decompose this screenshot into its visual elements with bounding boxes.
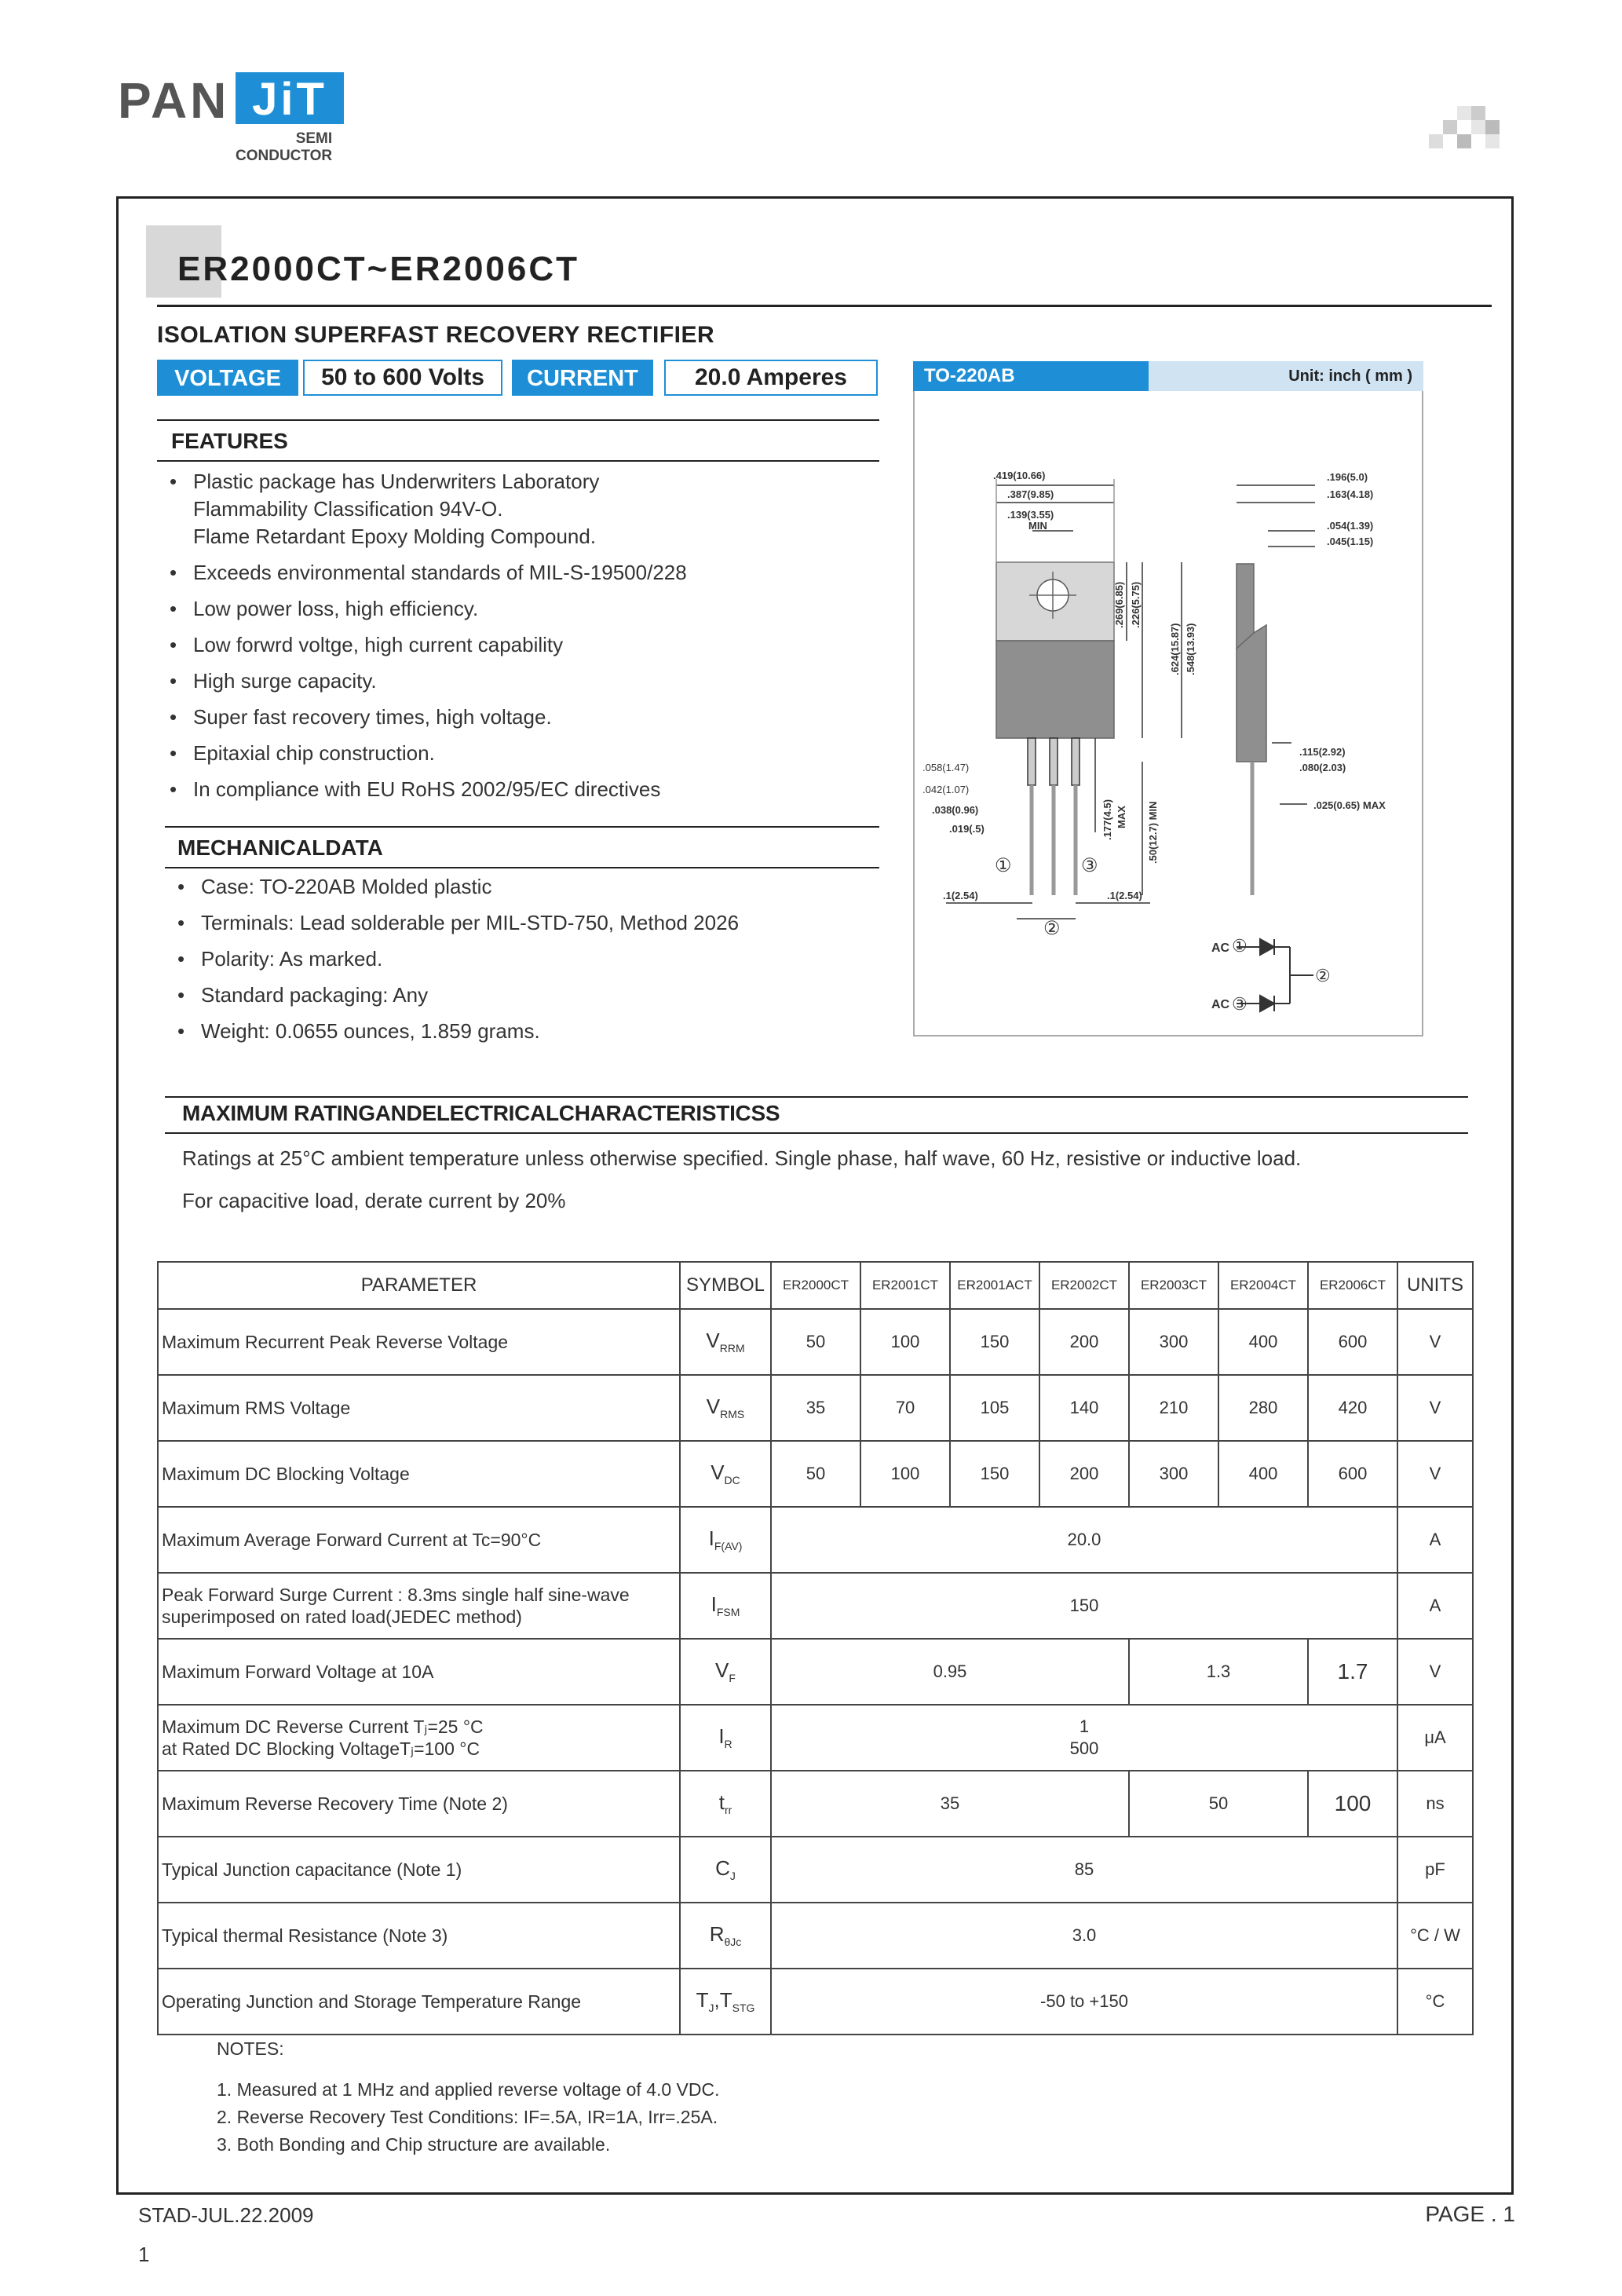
param-line: Maximum Recurrent Peak Reverse Voltage: [162, 1332, 509, 1352]
symbol-subscript: FSM: [716, 1606, 740, 1619]
value-cell: 300: [1129, 1309, 1218, 1375]
table-header-row: [158, 1262, 1473, 1309]
value-cell: 150: [950, 1441, 1039, 1507]
dim-d11: .548(13.93): [1185, 623, 1196, 675]
ratings-table: [157, 1261, 1474, 2035]
symbol-text: $C_J$: [715, 1856, 736, 1883]
value-cell: 280: [1218, 1375, 1308, 1441]
symbol-cell: [680, 1639, 771, 1705]
symbol-subscript: θJc: [724, 1936, 742, 1949]
ratings-derate-note: For capacitive load, derate current by 20%: [182, 1189, 566, 1212]
unit-cell: μA: [1397, 1705, 1473, 1771]
symbol-cell: [680, 1507, 771, 1573]
value-group-cell: 0.95: [771, 1639, 1129, 1705]
table-row: [158, 1573, 1473, 1639]
unit-cell: V: [1397, 1375, 1473, 1441]
features-heading: FEATURES: [171, 429, 288, 453]
schematic-ac-bottom: AC: [1211, 998, 1230, 1011]
symbol-cell: [680, 1969, 771, 2035]
symbol-text: $T_J,T_{STG}$: [696, 1988, 755, 2015]
unit-cell: A: [1397, 1573, 1473, 1639]
package-unit: Unit: inch ( mm ): [1149, 361, 1423, 391]
param-line: Maximum RMS Voltage: [162, 1398, 351, 1418]
dim-d14: .038(0.96): [932, 804, 979, 816]
table-row: [158, 1705, 1473, 1771]
value-span-cell: -50 to +150: [771, 1969, 1397, 2035]
value-cell: 400: [1218, 1309, 1308, 1375]
value-cell: 140: [1039, 1375, 1129, 1441]
symbol-subscript: rr: [724, 1804, 732, 1817]
dim-d13: .042(1.07): [922, 784, 970, 795]
value-cell: 35: [771, 1375, 860, 1441]
table-header-cell: SYMBOL: [680, 1262, 771, 1309]
symbol-cell: [680, 1837, 771, 1903]
param-line: Maximum Forward Voltage at 10A: [162, 1662, 434, 1682]
symbol-subscript: J: [729, 1870, 736, 1883]
value-cell: 400: [1218, 1441, 1308, 1507]
table-row: [158, 1375, 1473, 1441]
dim-d3: .139(3.55): [1007, 509, 1054, 521]
voltage-label: VOLTAGE: [157, 360, 298, 396]
feature-line: • In compliance with EU RoHS 2002/95/EC directives: [193, 777, 661, 801]
symbol-text: $V_F$: [715, 1658, 736, 1685]
symbol-subscript: STG: [732, 2002, 755, 2015]
feature-line: • High surge capacity.: [193, 669, 377, 693]
table-header-cell: ER2001ACT: [950, 1262, 1039, 1309]
param-line: Maximum DC Blocking Voltage: [162, 1464, 410, 1484]
dim-d6: .054(1.39): [1327, 520, 1374, 532]
footer-number: 1: [138, 2243, 150, 2266]
table-row: [158, 1507, 1473, 1573]
value-cell: 50: [771, 1309, 860, 1375]
mechanical-item: • Polarity: As marked.: [177, 945, 884, 973]
pin-1-label: ①: [995, 855, 1012, 876]
symbol-text: $R_{\theta Jc}$: [709, 1922, 742, 1949]
unit-cell: pF: [1397, 1837, 1473, 1903]
symbol-cell: [680, 1771, 771, 1837]
symbol-cell: [680, 1573, 771, 1639]
ratings-rule-top: [165, 1096, 1468, 1098]
table-row: [158, 1969, 1473, 2035]
param-cell: [158, 1441, 680, 1507]
mechanical-item: • Weight: 0.0655 ounces, 1.859 grams.: [177, 1018, 884, 1045]
param-line: Typical Junction capacitance (Note 1): [162, 1859, 462, 1880]
value-cell: 70: [860, 1375, 950, 1441]
symbol-text: $V_{DC}$: [711, 1461, 740, 1487]
dim-d10: .624(15.87): [1169, 623, 1181, 675]
param-line: Maximum Average Forward Current at Tc=90°C: [162, 1530, 542, 1550]
table-header-cell: ER2004CT: [1218, 1262, 1308, 1309]
logo-sub-semi: SEMI: [295, 130, 333, 147]
feature-line: Flame Retardant Epoxy Molding Compound.: [193, 525, 597, 548]
title-divider: [157, 305, 1492, 307]
param-cell: [158, 1837, 680, 1903]
feature-item: [170, 468, 892, 550]
note-item: 1. Measured at 1 MHz and applied reverse voltage of 4.0 VDC.: [217, 2079, 720, 2100]
dim-d21: .1(2.54): [943, 890, 978, 901]
value-span-cell: 150: [771, 1573, 1397, 1639]
corner-checker-icon: [1426, 106, 1512, 153]
mechanical-rule-bottom: [165, 867, 879, 868]
param-cell: [158, 1309, 680, 1375]
schematic-pin-2: ②: [1315, 966, 1331, 985]
value-group-cell: 35: [771, 1771, 1129, 1837]
dim-d1: .419(10.66): [993, 470, 1046, 481]
ratings-heading: MAXIMUM RATINGANDELECTRICALCHARACTERISTICSS: [182, 1101, 780, 1125]
param-line: at Rated DC Blocking VoltageTⱼ=100 °C: [162, 1738, 480, 1759]
value-cell: 200: [1039, 1309, 1129, 1375]
table-row: [158, 1441, 1473, 1507]
symbol-subscript: RRM: [719, 1342, 745, 1355]
dim-d16: .177(4.5): [1101, 799, 1113, 840]
schematic-pin-3: ③: [1232, 994, 1248, 1014]
table-header-cell: ER2000CT: [771, 1262, 860, 1309]
symbol-cell: [680, 1903, 771, 1969]
value-cell: 300: [1129, 1441, 1218, 1507]
symbol-subscript: J: [708, 2002, 714, 2015]
value-cell: 50: [771, 1441, 860, 1507]
product-subtitle: ISOLATION SUPERFAST RECOVERY RECTIFIER: [157, 322, 715, 348]
symbol-cell: [680, 1705, 771, 1771]
unit-cell: °C: [1397, 1969, 1473, 2035]
unit-cell: V: [1397, 1309, 1473, 1375]
symbol-subscript: F: [729, 1672, 736, 1685]
table-header-cell: ER2002CT: [1039, 1262, 1129, 1309]
value-span-cell: [771, 1705, 1397, 1771]
param-cell: [158, 1705, 680, 1771]
dim-d19: .080(2.03): [1299, 762, 1346, 773]
symbol-subscript: RMS: [720, 1408, 745, 1421]
mechanical-list: [177, 873, 884, 1054]
feature-item: [170, 704, 892, 731]
package-name: TO-220AB: [913, 361, 1149, 391]
schematic-pin-1: ①: [1232, 936, 1248, 956]
param-line: superimposed on rated load(JEDEC method): [162, 1607, 522, 1627]
current-label: CURRENT: [512, 360, 653, 396]
dim-d22: .1(2.54): [1107, 890, 1142, 901]
mechanical-item: • Standard packaging: Any: [177, 982, 884, 1009]
table-row: [158, 1309, 1473, 1375]
note-item: 2. Reverse Recovery Test Conditions: IF=.5A, IR=1A, Irr=.25A.: [217, 2107, 718, 2127]
symbol-text: $V_{RMS}$: [706, 1395, 745, 1421]
logo-subtitle: [236, 130, 332, 165]
dim-d15: .019(.5): [949, 823, 985, 835]
dual-value-line: 1: [1079, 1717, 1090, 1736]
dim-d16b: MAX: [1116, 806, 1127, 828]
dim-d9: .226(5.75): [1130, 581, 1142, 628]
symbol-text: $t_{rr}$: [718, 1790, 732, 1817]
package-outline-drawing: [915, 393, 1422, 1035]
param-line: Typical thermal Resistance (Note 3): [162, 1925, 448, 1946]
value-cell: 420: [1308, 1375, 1397, 1441]
dim-d4: .196(5.0): [1327, 471, 1368, 483]
table-header-cell: ER2001CT: [860, 1262, 950, 1309]
value-cell: 150: [950, 1309, 1039, 1375]
table-header-cell: ER2003CT: [1129, 1262, 1218, 1309]
value-group-cell: 50: [1129, 1771, 1308, 1837]
table-header-cell: UNITS: [1397, 1262, 1473, 1309]
feature-line: • Super fast recovery times, high voltage.: [193, 705, 552, 729]
schematic-ac-top: AC: [1211, 941, 1230, 955]
symbol-subscript: F(AV): [714, 1540, 743, 1553]
symbol-text: $I_R$: [718, 1724, 732, 1751]
pin-2-label: ②: [1043, 918, 1061, 939]
value-span-cell: 85: [771, 1837, 1397, 1903]
unit-cell: ns: [1397, 1771, 1473, 1837]
unit-cell: V: [1397, 1441, 1473, 1507]
dim-d18: .115(2.92): [1299, 746, 1346, 758]
ratings-rule-bottom: [165, 1132, 1468, 1134]
param-line: Maximum DC Reverse Current Tⱼ=25 °C: [162, 1717, 484, 1737]
symbol-subscript: R: [724, 1738, 732, 1751]
feature-line: • Exceeds environmental standards of MIL-S-19500/228: [193, 561, 687, 584]
feature-item: [170, 595, 892, 623]
table-row: [158, 1639, 1473, 1705]
symbol-cell: [680, 1309, 771, 1375]
feature-item: [170, 631, 892, 659]
mechanical-heading: MECHANICALDATA: [177, 835, 383, 860]
dim-d8: .269(6.85): [1113, 581, 1125, 628]
symbol-subscript: DC: [724, 1474, 740, 1487]
logo-pan-text: PAN: [118, 72, 230, 129]
param-cell: [158, 1375, 680, 1441]
value-span-cell: 3.0: [771, 1903, 1397, 1969]
feature-item: [170, 740, 892, 767]
note-item: 3. Both Bonding and Chip structure are available.: [217, 2134, 611, 2155]
value-group-cell: 1.3: [1129, 1639, 1308, 1705]
param-line: Operating Junction and Storage Temperature Range: [162, 1991, 582, 2012]
table-header-cell: ER2006CT: [1308, 1262, 1397, 1309]
notes-list: [217, 2079, 720, 2162]
ratings-conditions: Ratings at 25°C ambient temperature unless otherwise specified. Single phase, half wave, 60 Hz, resistive or inductive load.: [182, 1146, 1302, 1170]
feature-line: • Low forwrd voltge, high current capability: [193, 633, 564, 656]
dim-d3b: MIN: [1028, 520, 1047, 532]
value-cell: 100: [860, 1309, 950, 1375]
notes-title: NOTES:: [217, 2038, 284, 2059]
param-cell: [158, 1507, 680, 1573]
mechanical-item: • Terminals: Lead solderable per MIL-STD-750, Method 2026: [177, 909, 884, 937]
feature-item: [170, 776, 892, 803]
dim-d17: .50(12.7) MIN: [1147, 801, 1159, 864]
value-span-cell: 20.0: [771, 1507, 1397, 1573]
feature-item: [170, 667, 892, 695]
unit-cell: A: [1397, 1507, 1473, 1573]
voltage-value: 50 to 600 Volts: [303, 360, 502, 396]
feature-item: [170, 559, 892, 587]
logo-sub-conductor: CONDUCTOR: [236, 147, 333, 164]
features-rule-top: [157, 419, 879, 421]
value-cell: 600: [1308, 1309, 1397, 1375]
param-line: Maximum Reverse Recovery Time (Note 2): [162, 1793, 508, 1814]
feature-line: • Plastic package has Underwriters Laboratory: [193, 470, 600, 493]
dual-values: [775, 1716, 1394, 1760]
footer-date: STAD-JUL.22.2009: [138, 2203, 314, 2227]
logo-jit-badge: JiT: [236, 72, 344, 124]
value-cell: 600: [1308, 1441, 1397, 1507]
symbol-cell: [680, 1441, 771, 1507]
dim-d12: .058(1.47): [922, 762, 970, 773]
features-rule-bottom: [157, 460, 879, 462]
value-cell: 105: [950, 1375, 1039, 1441]
table-header-cell: PARAMETER: [158, 1262, 680, 1309]
footer-page: PAGE . 1: [1425, 2202, 1515, 2226]
value-group-cell: 100: [1308, 1771, 1397, 1837]
feature-line: • Epitaxial chip construction.: [193, 741, 435, 765]
mechanical-item: • Case: TO-220AB Molded plastic: [177, 873, 884, 901]
symbol-text: $V_{RRM}$: [706, 1329, 745, 1355]
table-row: [158, 1771, 1473, 1837]
value-cell: 200: [1039, 1441, 1129, 1507]
current-value: 20.0 Amperes: [664, 360, 878, 396]
symbol-text: $I_{FSM}$: [711, 1592, 740, 1619]
value-cell: 100: [860, 1441, 950, 1507]
dual-value-line: 500: [1069, 1738, 1099, 1758]
table-row: [158, 1903, 1473, 1969]
value-group-cell: 1.7: [1308, 1639, 1397, 1705]
symbol-text: $I_{F(AV)}$: [708, 1526, 743, 1553]
dim-d5: .163(4.18): [1327, 488, 1374, 500]
symbol-cell: [680, 1375, 771, 1441]
value-cell: 210: [1129, 1375, 1218, 1441]
param-cell: [158, 1573, 680, 1639]
dim-d7: .045(1.15): [1327, 536, 1374, 547]
param-cell: [158, 1903, 680, 1969]
pin-3-label: ③: [1081, 855, 1098, 876]
dim-d2: .387(9.85): [1007, 488, 1054, 500]
unit-cell: °C / W: [1397, 1903, 1473, 1969]
param-line: Peak Forward Surge Current : 8.3ms single half sine-wave: [162, 1585, 630, 1605]
features-list: [170, 468, 892, 812]
mechanical-rule-top: [165, 826, 879, 828]
unit-cell: V: [1397, 1639, 1473, 1705]
dim-d20: .025(0.65) MAX: [1313, 799, 1386, 811]
param-cell: [158, 1771, 680, 1837]
table-row: [158, 1837, 1473, 1903]
page-title: ER2000CT~ER2006CT: [177, 250, 580, 288]
param-cell: [158, 1639, 680, 1705]
param-cell: [158, 1969, 680, 2035]
feature-line: • Low power loss, high efficiency.: [193, 597, 479, 620]
feature-line: Flammability Classification 94V-O.: [193, 497, 503, 521]
